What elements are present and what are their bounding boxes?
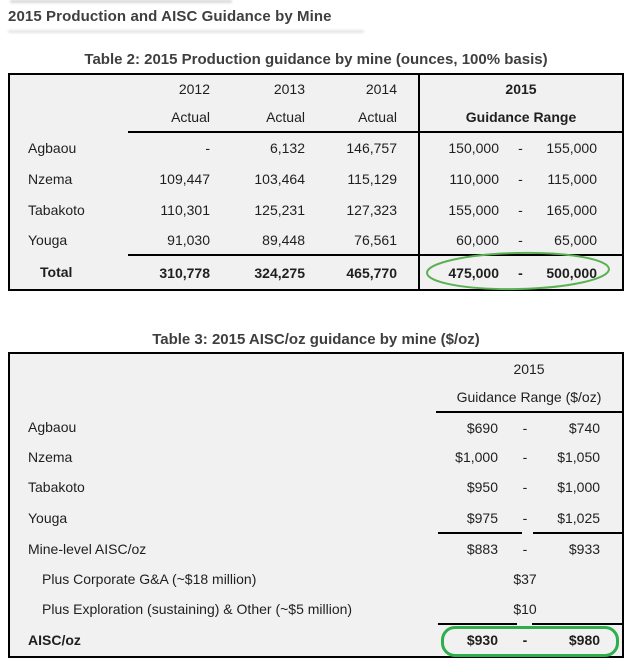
value-2014: 76,561: [354, 231, 397, 248]
cropped-text-artifact-top: [10, 0, 232, 3]
mine-name: Agbaou: [28, 419, 77, 435]
guidance-low: $690: [466, 419, 498, 436]
adjustment-row: [10, 564, 622, 594]
table-row: [10, 132, 622, 163]
empty-cell: [10, 103, 128, 132]
mine-name: Tabakoto: [28, 479, 85, 495]
empty-cell: [540, 594, 622, 623]
value-2014: 146,757: [346, 140, 397, 156]
adjustment-value: $10: [513, 600, 537, 617]
table-row: [10, 502, 622, 533]
range-dash: -: [518, 170, 523, 187]
mine-name: Youga: [28, 509, 68, 526]
guidance-low: 110,000: [419, 163, 505, 194]
table-row: [10, 472, 622, 502]
guidance-low: $1,000: [455, 449, 498, 465]
total-guidance-low: $930: [466, 631, 498, 648]
range-dash: -: [518, 140, 523, 156]
rule-above-mine-level-right: [533, 532, 622, 534]
range-dash: -: [522, 419, 528, 436]
range-dash: -: [522, 631, 528, 648]
aisc-highlight-box: [441, 626, 619, 657]
value-2012: 91,030: [167, 231, 210, 248]
subheader-guidance-range: Guidance Range: [419, 103, 622, 132]
guidance-high: 165,000: [546, 201, 597, 218]
value-2012: -: [205, 140, 210, 156]
total-guidance-high: $980: [568, 631, 601, 648]
rule-above-mine-level-left: [438, 532, 522, 534]
total-label: Total: [40, 264, 73, 280]
mine-name: Nzema: [28, 170, 73, 187]
table2-title: Table 2: 2015 Production guidance by mine (ounces, 100% basis): [84, 51, 548, 68]
guidance-low: $883: [466, 540, 498, 557]
adjustment-label: Plus Exploration (sustaining) & Other (~$5 million): [42, 600, 353, 617]
value-2013: 103,464: [254, 170, 305, 187]
range-dash: -: [522, 449, 528, 465]
aisc-guidance-table: [8, 352, 624, 658]
total-2013: 324,275: [215, 255, 310, 289]
range-dash: -: [522, 540, 528, 557]
table-row: [10, 412, 622, 442]
total-2012: 310,778: [128, 255, 215, 289]
subheader-guidance-range: Guidance Range ($/oz): [436, 383, 622, 412]
total-2014: 465,770: [310, 255, 419, 289]
guidance-low: $950: [466, 479, 498, 495]
table-row: [10, 194, 622, 225]
range-dash: -: [522, 509, 528, 526]
empty-cell: [436, 564, 510, 594]
mine-name: Nzema: [28, 449, 73, 465]
guidance-high: $1,000: [557, 479, 601, 495]
value-2013: 6,132: [269, 140, 305, 156]
empty-cell: [10, 383, 436, 412]
empty-cell: [540, 564, 622, 594]
range-dash: -: [505, 255, 536, 289]
table3-title: Table 3: 2015 AISC/oz guidance by mine ($/oz): [152, 331, 480, 348]
cropped-text-artifact-middle: [8, 30, 364, 33]
rule-above-aisc-right: [532, 623, 622, 625]
subheader-actual-2014: Actual: [310, 103, 419, 132]
col-header-2015: 2015: [513, 360, 545, 377]
adjustment-row: [10, 594, 622, 623]
col-header-2015: 2015: [419, 75, 622, 103]
guidance-high: 155,000: [546, 140, 597, 156]
mine-name: Youga: [28, 232, 68, 248]
table-row: [10, 442, 622, 472]
guidance-high: 65,000: [554, 231, 597, 248]
guidance-high: $933: [568, 540, 601, 557]
guidance-low: $975: [466, 509, 498, 526]
page-title: 2015 Production and AISC Guidance by Mine: [8, 8, 332, 25]
guidance-high: 115,000: [547, 170, 597, 187]
adjustment-value: $37: [513, 571, 537, 587]
adjustment-label: Plus Corporate G&A (~$18 million): [42, 571, 257, 587]
empty-cell: [436, 594, 510, 623]
range-dash: -: [518, 231, 523, 248]
range-dash: -: [518, 201, 523, 218]
total-label: AISC/oz: [28, 631, 81, 648]
total-guidance-high: 500,000: [536, 255, 622, 289]
table-row: [10, 163, 622, 194]
range-dash: -: [522, 479, 528, 495]
guidance-high: $1,050: [557, 449, 601, 465]
value-2013: 89,448: [262, 231, 305, 248]
empty-cell: [10, 75, 128, 103]
total-guidance-low: 475,000: [419, 255, 505, 289]
empty-cell: [10, 354, 436, 383]
value-2013: 125,231: [254, 201, 305, 218]
value-2014: 127,323: [346, 201, 397, 218]
total-production-ellipse: [423, 250, 613, 292]
guidance-high: $740: [568, 419, 601, 436]
subheader-actual-2013: Actual: [215, 103, 310, 132]
guidance-low: 60,000: [419, 225, 505, 255]
guidance-low: 155,000: [419, 194, 505, 225]
col-header-2013: 2013: [273, 81, 305, 97]
rule-above-aisc-left: [438, 623, 517, 625]
mine-name: Agbaou: [28, 139, 77, 156]
subheader-actual-2012: Actual: [128, 103, 215, 132]
value-2014: 115,129: [347, 170, 397, 187]
mine-level-aisc-row: [10, 533, 622, 564]
guidance-high: $1,025: [557, 509, 601, 526]
aisc-guidance-grid: [10, 354, 622, 656]
value-2012: 110,301: [160, 201, 210, 218]
value-2012: 109,447: [159, 170, 210, 187]
mine-name: Tabakoto: [28, 201, 85, 218]
col-header-2014: 2014: [365, 81, 397, 97]
guidance-low: 150,000: [419, 132, 505, 163]
row-label: Mine-level AISC/oz: [28, 540, 147, 557]
col-header-2012: 2012: [178, 81, 210, 97]
